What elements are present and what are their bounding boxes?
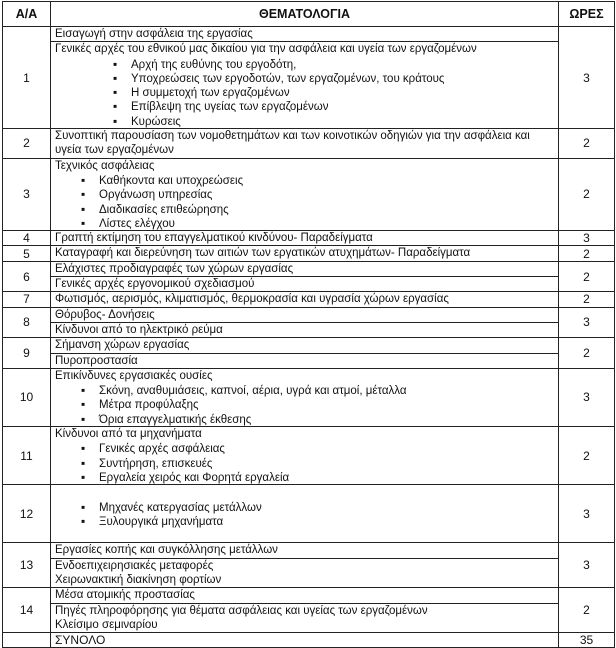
total-empty	[3, 633, 51, 648]
topic-line	[51, 485, 558, 499]
row-hours: 2	[559, 588, 615, 633]
table-row	[3, 129, 615, 159]
topic-line: Κίνδυνοι από το ηλεκτρικό ρεύμα	[51, 322, 558, 337]
row-hours: 2	[559, 292, 615, 307]
bullet-item: ▪ Μέτρα προφύλαξης	[81, 397, 558, 411]
bullet-item: ▪ Καθήκοντα και υποχρεώσεις	[81, 173, 558, 187]
topic-line: Καταγραφή και διερεύνηση των αιτιών των εργατικών ατυχημάτων- Παραδείγματα	[55, 247, 471, 260]
topic-line: Πυροπροστασία	[51, 353, 558, 368]
row-topic	[51, 129, 559, 159]
topic-line: Φωτισμός, αερισμός, κλιματισμός, θερμοκρασία και υγρασία χώρων εργασίας	[55, 293, 449, 306]
row-hours: 2	[559, 129, 615, 159]
bullet-item: ▪ Λίστες ελέγχου	[81, 216, 558, 230]
total-label: ΣΥΝΟΛΟ	[51, 633, 559, 648]
total-row	[3, 633, 615, 648]
row-hours: 3	[559, 485, 615, 543]
header-hours: ΩΡΕΣ	[559, 2, 615, 27]
row-topic	[51, 27, 559, 129]
bullet-item: ▪ Επίβλεψη της υγείας των εργαζομένων	[113, 99, 558, 113]
topic-line: Επικίνδυνες εργασιακές ουσίες	[55, 369, 213, 382]
table-row	[3, 543, 615, 588]
header-aa: Α/Α	[3, 2, 51, 27]
row-hours: 3	[559, 231, 615, 246]
bullet-item: ▪ Υποχρεώσεις των εργοδοτών, των εργαζομένων, του κράτους	[113, 71, 558, 85]
header-topic: ΘΕΜΑΤΟΛΟΓΙΑ	[51, 2, 559, 27]
row-number: 1	[3, 27, 51, 129]
row-topic	[51, 368, 559, 426]
bullet-item: ▪ Διαδικασίες επιθεώρησης	[81, 202, 558, 216]
row-topic	[51, 588, 559, 633]
row-hours: 3	[559, 307, 615, 338]
row-number: 10	[3, 368, 51, 426]
bullet-item: ▪ Οργάνωση υπηρεσίας	[81, 187, 558, 201]
row-topic	[51, 338, 559, 369]
bullet-item: ▪ Κυρώσεις	[113, 114, 558, 128]
bullet-item: ▪ Μηχανές κατεργασίας μετάλλων	[81, 500, 558, 514]
table-row	[3, 368, 615, 426]
bullet-item: ▪ Όρια επαγγελματικής έκθεσης	[81, 412, 558, 426]
topic-line: Κλείσιμο σεμιναρίου	[55, 618, 158, 631]
row-number: 14	[3, 588, 51, 633]
row-number: 11	[3, 427, 51, 485]
topic-line: Γενικές αρχές εργονομικού σχεδιασμού	[51, 276, 558, 291]
total-hours: 35	[559, 633, 615, 648]
table-row	[3, 427, 615, 485]
bullet-item: ▪ Ξυλουργικά μηχανήματα	[81, 514, 558, 528]
row-number: 7	[3, 292, 51, 307]
topic-line: Σήμανση χώρων εργασίας	[55, 339, 190, 352]
topic-line: Ενδοεπιχειρησιακές μεταφορές	[51, 558, 558, 573]
topic-line: Χειρωνακτική διακίνηση φορτίων	[55, 573, 222, 586]
bullet-item: ▪ Η συμμετοχή των εργαζομένων	[113, 85, 558, 99]
topic-line: Μέσα ατομικής προστασίας	[55, 589, 195, 602]
table-row	[3, 246, 615, 261]
row-hours: 2	[559, 261, 615, 292]
bullet-item: ▪ Σκόνη, αναθυμιάσεις, καπνοί, αέρια, υγρά και ατμοί, μέταλλα	[81, 383, 558, 397]
topic-line: Εργασίες κοπής και συγκόλλησης μετάλλων	[55, 544, 278, 557]
row-topic	[51, 485, 559, 543]
bullet-item: ▪ Εργαλεία χειρός και Φορητά εργαλεία	[81, 470, 558, 484]
row-number: 8	[3, 307, 51, 338]
row-number: 3	[3, 158, 51, 230]
table-row	[3, 307, 615, 338]
topic-line: Εισαγωγή στην ασφάλεια της εργασίας	[55, 28, 253, 40]
topic-line: Θόρυβος- Δονήσεις	[55, 308, 155, 321]
row-hours: 3	[559, 543, 615, 588]
row-hours: 2	[559, 158, 615, 230]
row-hours: 2	[559, 246, 615, 261]
table-row	[3, 588, 615, 633]
table-row	[3, 338, 615, 369]
row-topic	[51, 231, 559, 246]
table-row	[3, 158, 615, 230]
topic-line: Συνοπτική παρουσίαση των νομοθετημάτων και των κοινοτικών οδηγιών για την ασφάλεια και υγεία των εργαζομένων	[55, 130, 530, 157]
topic-line: Γενικές αρχές του εθνικού μας δικαίου για την ασφάλεια και υγεία των εργαζομένων	[51, 41, 558, 56]
syllabus-table	[2, 1, 615, 648]
row-number: 13	[3, 543, 51, 588]
row-topic	[51, 427, 559, 485]
row-number: 6	[3, 261, 51, 292]
table-row	[3, 231, 615, 246]
topic-line	[51, 528, 558, 542]
header-row	[3, 2, 615, 27]
table-row	[3, 485, 615, 543]
table-row	[3, 292, 615, 307]
topic-line: Ελάχιστες προδιαγραφές των χώρων εργασίας	[55, 262, 294, 275]
row-number: 9	[3, 338, 51, 369]
row-number: 4	[3, 231, 51, 246]
table-row	[3, 27, 615, 129]
row-topic	[51, 292, 559, 307]
row-number: 5	[3, 246, 51, 261]
row-hours: 2	[559, 338, 615, 369]
row-topic	[51, 158, 559, 230]
topic-line: Γραπτή εκτίμηση του επαγγελματικού κινδύνου- Παραδείγματα	[55, 232, 373, 245]
row-number: 12	[3, 485, 51, 543]
row-topic	[51, 261, 559, 292]
table-row	[3, 261, 615, 292]
topic-line: Τεχνικός ασφάλειας	[55, 159, 155, 172]
bullet-item: ▪ Συντήρηση, επισκευές	[81, 456, 558, 470]
row-topic	[51, 307, 559, 338]
bullet-item: ▪ Αρχή της ευθύνης του εργοδότη,	[113, 57, 558, 71]
row-number: 2	[3, 129, 51, 159]
row-topic	[51, 543, 559, 588]
row-hours: 2	[559, 427, 615, 485]
row-hours: 3	[559, 368, 615, 426]
bullet-item: ▪ Γενικές αρχές ασφάλειας	[81, 441, 558, 455]
topic-line: Κίνδυνοι από τα μηχανήματα	[55, 428, 202, 441]
row-hours: 3	[559, 27, 615, 129]
row-topic	[51, 246, 559, 261]
topic-line: Πηγές πληροφόρησης για θέματα ασφάλειας και υγείας των εργαζομένων	[51, 603, 558, 618]
table-body	[3, 27, 615, 633]
